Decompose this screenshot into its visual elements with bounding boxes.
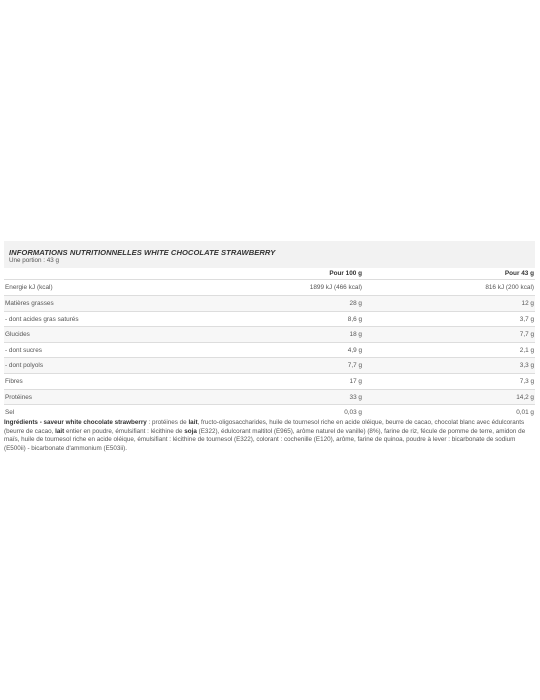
nutrition-title: INFORMATIONS NUTRITIONNELLES WHITE CHOCOLATE STRAWBERRY bbox=[9, 248, 276, 257]
value-per-portion: 7,7 g bbox=[365, 327, 535, 343]
nutrition-header bbox=[4, 241, 535, 268]
ingredients-part: entier en poudre, émulsifiant : lécithine de bbox=[64, 427, 185, 435]
table-row bbox=[4, 280, 535, 296]
nutrition-table bbox=[4, 268, 535, 420]
ingredients-part: (E322), édulcorant maltitol (E965), arôme naturel de vanille) (8%), farine de riz, fécule de pomme de terre, amidon de maïs, huile de tournesol riche en acide oléique, émulsifiant : lécithine de tournesol (E322), colorant : cochenille (E120), arôme, farine de quinoa, poudre à lever : bicarbonate de sodium (E500ii) - bicarbonate d'ammonium (E503ii). bbox=[4, 427, 526, 453]
nutrition-panel bbox=[4, 241, 535, 420]
value-per-portion: 2,1 g bbox=[365, 343, 535, 358]
ingredients-text bbox=[4, 419, 536, 454]
value-per-portion: 7,3 g bbox=[365, 374, 535, 390]
allergen: lait bbox=[55, 427, 65, 435]
table-row bbox=[4, 327, 535, 343]
value-per-portion: 3,7 g bbox=[365, 312, 535, 327]
value-per-portion: 12 g bbox=[365, 296, 535, 312]
ingredients-part: : protéines de bbox=[146, 419, 189, 426]
table-row bbox=[4, 296, 535, 312]
table-row bbox=[4, 343, 535, 358]
row-label: Glucides bbox=[4, 327, 189, 343]
ingredients-part: , fructo-oligosaccharides, huile de tournesol riche en acide oléique, beurre de cacao, chocolat blanc avec édulcorants (beurre de cacao, bbox=[4, 419, 525, 435]
value-per100: 0,03 g bbox=[189, 405, 365, 421]
column-header-per100: Pour 100 g bbox=[189, 268, 365, 280]
row-label: Sel bbox=[4, 405, 189, 421]
value-per100: 18 g bbox=[189, 327, 365, 343]
row-label: Fibres bbox=[4, 374, 189, 390]
row-label: Energie kJ (kcal) bbox=[4, 280, 189, 296]
allergen: lait bbox=[188, 419, 198, 426]
value-per100: 28 g bbox=[189, 296, 365, 312]
table-row bbox=[4, 312, 535, 327]
value-per100: 7,7 g bbox=[189, 358, 365, 374]
value-per100: 4,9 g bbox=[189, 343, 365, 358]
column-header-per-portion: Pour 43 g bbox=[365, 268, 535, 280]
allergen: soja bbox=[184, 427, 197, 435]
table-header-row bbox=[4, 268, 535, 280]
table-row bbox=[4, 405, 535, 421]
value-per100: 17 g bbox=[189, 374, 365, 390]
value-per-portion: 0,01 g bbox=[365, 405, 535, 421]
row-label: Matières grasses bbox=[4, 296, 189, 312]
value-per100: 8,6 g bbox=[189, 312, 365, 327]
value-per-portion: 3,3 g bbox=[365, 358, 535, 374]
value-per100: 33 g bbox=[189, 390, 365, 405]
ingredients-heading: Ingrédients - saveur white chocolate strawberry bbox=[4, 419, 147, 426]
column-header-label bbox=[4, 268, 189, 280]
value-per-portion: 14,2 g bbox=[365, 390, 535, 405]
portion-size: Une portion : 43 g bbox=[9, 257, 60, 264]
table-row bbox=[4, 390, 535, 405]
row-label: - dont polyols bbox=[4, 358, 189, 374]
value-per-portion: 816 kJ (200 kcal) bbox=[365, 280, 535, 296]
table-row bbox=[4, 374, 535, 390]
value-per100: 1899 kJ (466 kcal) bbox=[189, 280, 365, 296]
row-label: - dont sucres bbox=[4, 343, 189, 358]
row-label: Protéines bbox=[4, 390, 189, 405]
table-row bbox=[4, 358, 535, 374]
row-label: - dont acides gras saturés bbox=[4, 312, 189, 327]
